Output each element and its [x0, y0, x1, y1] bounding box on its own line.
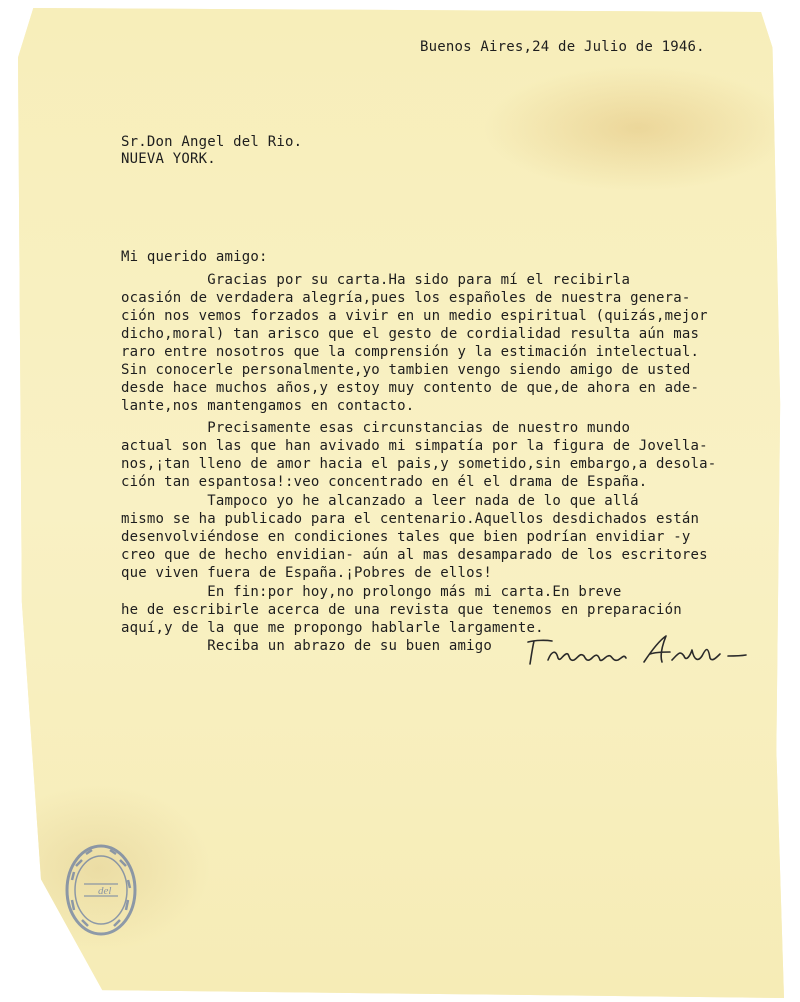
- letter-line: he de escribirle acerca de una revista que tenemos en preparación: [121, 602, 682, 618]
- letter-line: lante,nos mantengamos en contacto.: [121, 398, 415, 414]
- letter-line: ocasión de verdadera alegría,pues los españoles de nuestra genera-: [121, 290, 691, 306]
- letter-line: raro entre nosotros que la comprensión y la estimación intelectual.: [121, 344, 700, 360]
- letter-line: desenvolviéndose en condiciones tales que bien podrían envidiar -y: [121, 529, 691, 545]
- letter-line: ción nos vemos forzados a vivir en un medio espiritual (quizás,mejor: [121, 308, 708, 324]
- paragraph-3: [121, 492, 708, 582]
- letter-line: Sin conocerle personalmente,yo tambien vengo siendo amigo de usted: [121, 362, 691, 378]
- letter-line: actual son las que han avivado mi simpatía por la figura de Jovella-: [121, 438, 708, 454]
- letter-line: Tampoco yo he alcanzado a leer nada de lo que allá: [121, 493, 639, 509]
- paragraph-4: [121, 583, 682, 637]
- recipient-city: NUEVA YORK.: [121, 151, 216, 167]
- letter-line: Gracias por su carta.Ha sido para mí el recibirla: [121, 272, 631, 288]
- letter-line: ción tan espantosa!:veo concentrado en él el drama de España.: [121, 474, 648, 490]
- letter-line: dicho,moral) tan arisco que el gesto de cordialidad resulta aún mas: [121, 326, 700, 342]
- handwritten-signature: [522, 632, 762, 672]
- letter-line: nos,¡tan lleno de amor hacia el pais,y sometido,sin embargo,a desola-: [121, 456, 717, 472]
- letter-line: creo que de hecho envidian- aún al mas desamparado de los escritores: [121, 547, 708, 563]
- paragraph-2: [121, 419, 716, 491]
- letter-date: Buenos Aires,24 de Julio de 1946.: [420, 39, 705, 55]
- letter-line: mismo se ha publicado para el centenario.Aquellos desdichados están: [121, 511, 700, 527]
- paragraph-1: [121, 271, 708, 415]
- letter-line: desde hace muchos años,y estoy muy contento de que,de ahora en ade-: [121, 380, 700, 396]
- salutation: Mi querido amigo:: [121, 249, 268, 265]
- library-stamp: [62, 840, 140, 940]
- letter-line: que viven fuera de España.¡Pobres de ellos!: [121, 565, 493, 581]
- letter-line: aquí,y de la que me propongo hablarle largamente.: [121, 620, 544, 636]
- stamp-label: del: [98, 885, 112, 897]
- letter-line: En fin:por hoy,no prolongo más mi carta.En breve: [121, 584, 622, 600]
- closing-line: Reciba un abrazo de su buen amigo: [121, 638, 493, 654]
- letter-line: Precisamente esas circunstancias de nuestro mundo: [121, 420, 631, 436]
- recipient-name: Sr.Don Angel del Rio.: [121, 134, 303, 150]
